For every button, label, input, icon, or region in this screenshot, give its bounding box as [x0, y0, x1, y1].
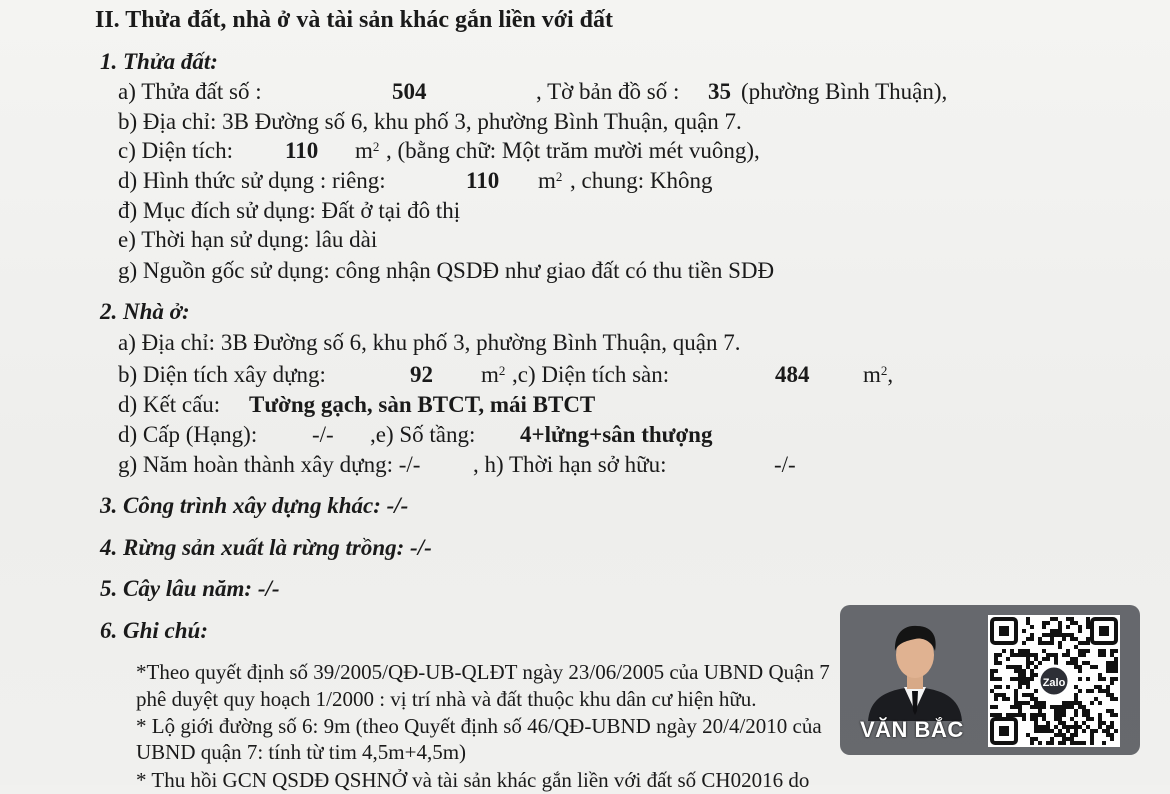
avatar: [860, 615, 970, 721]
parcel-no-label: a) Thửa đất số :: [118, 79, 262, 104]
floors-value: 4+lửng+sân thượng: [520, 422, 713, 447]
floor-area-value: 484: [775, 362, 810, 387]
structure-value: Tường gạch, sàn BTCT, mái BTCT: [249, 392, 596, 417]
usage-private-value: 110: [466, 168, 500, 193]
land-purpose: đ) Mục đích sử dụng: Đất ở tại đô thị: [118, 198, 461, 223]
land-heading: 1. Thửa đất:: [100, 49, 218, 74]
house-heading: 2. Nhà ở:: [100, 299, 190, 324]
area-label: c) Diện tích:: [118, 138, 233, 163]
section-title: II. Thửa đất, nhà ở và tài sản khác gắn liền với đất: [95, 7, 614, 33]
usage-unit: m: [538, 168, 556, 193]
land-origin: g) Nguồn gốc sử dụng: công nhận QSDĐ như giao đất có thu tiền SDĐ: [118, 258, 775, 283]
area-words: , (bằng chữ: Một trăm mười mét vuông),: [386, 138, 760, 163]
qr-code[interactable]: [988, 615, 1120, 747]
perennial-trees: 5. Cây lâu năm: -/-: [100, 576, 280, 601]
note-2b: UBND quận 7: tính từ tim 4,5m+4,5m): [136, 740, 467, 764]
land-term: e) Thời hạn sử dụng: lâu dài: [118, 227, 378, 252]
note-3: * Thu hồi GCN QSDĐ QSHNỞ và tài sản khác gắn liền với đất số CH02016 do: [136, 768, 810, 792]
note-1b: phê duyệt quy hoạch 1/2000 : vị trí nhà và đất thuộc khu dân cư hiện hữu.: [136, 687, 757, 711]
contact-card[interactable]: [840, 605, 1140, 755]
ownership-term-label: , h) Thời hạn sở hữu:: [473, 452, 667, 477]
usage-common: , chung: Không: [570, 168, 713, 193]
floor-area-label: ,c) Diện tích sàn:: [512, 362, 670, 387]
usage-form-label: d) Hình thức sử dụng : riêng:: [118, 168, 386, 193]
ownership-term-value: -/-: [774, 452, 796, 477]
map-no-label: , Tờ bản đồ số :: [536, 79, 680, 104]
build-area-unit: m: [481, 362, 499, 387]
area-unit: m: [355, 138, 373, 163]
land-address: b) Địa chỉ: 3B Đường số 6, khu phố 3, phường Bình Thuận, quận 7.: [118, 109, 742, 134]
build-area-value: 92: [410, 362, 433, 387]
note-2: * Lộ giới đường số 6: 9m (theo Quyết định số 46/QĐ-UBND ngày 20/4/2010 của: [136, 714, 822, 738]
grade-label: d) Cấp (Hạng):: [118, 422, 258, 447]
area-value: 110: [285, 138, 319, 163]
house-address: a) Địa chỉ: 3B Đường số 6, khu phố 3, phường Bình Thuận, quận 7.: [118, 330, 741, 355]
zalo-badge: Zalo: [1042, 677, 1066, 689]
document-page: II. Thửa đất, nhà ở và tài sản khác gắn liền với đất 1. Thửa đất: a) Thửa đất số : 504 , Tờ bản đồ số : 35 (phường Bình Thuận), b) Địa chỉ: 3B Đường số 6, khu phố 3, phường Bình Thuận, quận 7. c) Diện tích: 110 $m^2$ , (bằng chữ: Một trăm mười mét vuông), d) Hình thức sử dụng : riêng: 110 $m^2$ , chung: Không đ) Mục đích sử dụng: Đất ở tại đô thị e) Thời hạn sử dụng: lâu dài g) Nguồn gốc sử dụng: công nhận QSDĐ như giao đất có thu tiền SDĐ 2. Nhà ở: a) Địa chỉ: 3B Đường số 6, khu phố 3, phường Bình Thuận, quận 7. b) Diện tích xây dựng: 92 $m^2$ ,c) Diện tích sàn: 484 $m^2$, d) Kết cấu: Tường gạch, sàn BTCT, mái BTCT d) Cấp (Hạng): -/- ,e) Số tầng: 4+lửng+sân thượng g) Năm hoàn thành xây dựng: -/- , h) Thời hạn sở hữu: -/- 3. Công trình xây dựng khác: -/- 4. Rừng sản xuất là rừng trồng: -/- 5. Cây lâu năm: -/- 6. Ghi chú: *Theo quyết định số 39/2005/QĐ-UB-QLĐT ngày 23/06/2005 của UBND Quận 7 phê duyệt quy hoạch 1/2000 : vị trí nhà và đất thuộc khu dân cư hiện hữu. * Lộ giới đường số 6: 9m (theo Quyết định số 46/QĐ-UBND ngày 20/4/2010 của UBND quận 7: tính từ tim 4,5m+4,5m) * Thu hồi GCN QSDĐ QSHNỞ và tài sản khác gắn liền với đất số CH02016 do VĂN BẮC Zalo: [0, 0, 1170, 785]
completion-year-label: g) Năm hoàn thành xây dựng: -/-: [118, 452, 421, 477]
note-1: *Theo quyết định số 39/2005/QĐ-UB-QLĐT ngày 23/06/2005 của UBND Quận 7: [136, 660, 830, 684]
build-area-label: b) Diện tích xây dựng:: [118, 362, 326, 387]
map-ward: (phường Bình Thuận),: [741, 79, 948, 104]
floors-label: ,e) Số tầng:: [370, 422, 476, 447]
notes-heading: 6. Ghi chú:: [100, 618, 208, 643]
grade-value: -/-: [312, 422, 334, 447]
parcel-no-value: 504: [392, 79, 427, 104]
contact-name: VĂN BẮC: [860, 717, 964, 742]
other-construction: 3. Công trình xây dựng khác: -/-: [100, 493, 409, 518]
floor-area-unit: m: [863, 362, 881, 387]
map-no-value: 35: [708, 79, 731, 104]
forest: 4. Rừng sản xuất là rừng trồng: -/-: [100, 535, 432, 560]
structure-label: d) Kết cấu:: [118, 392, 221, 417]
